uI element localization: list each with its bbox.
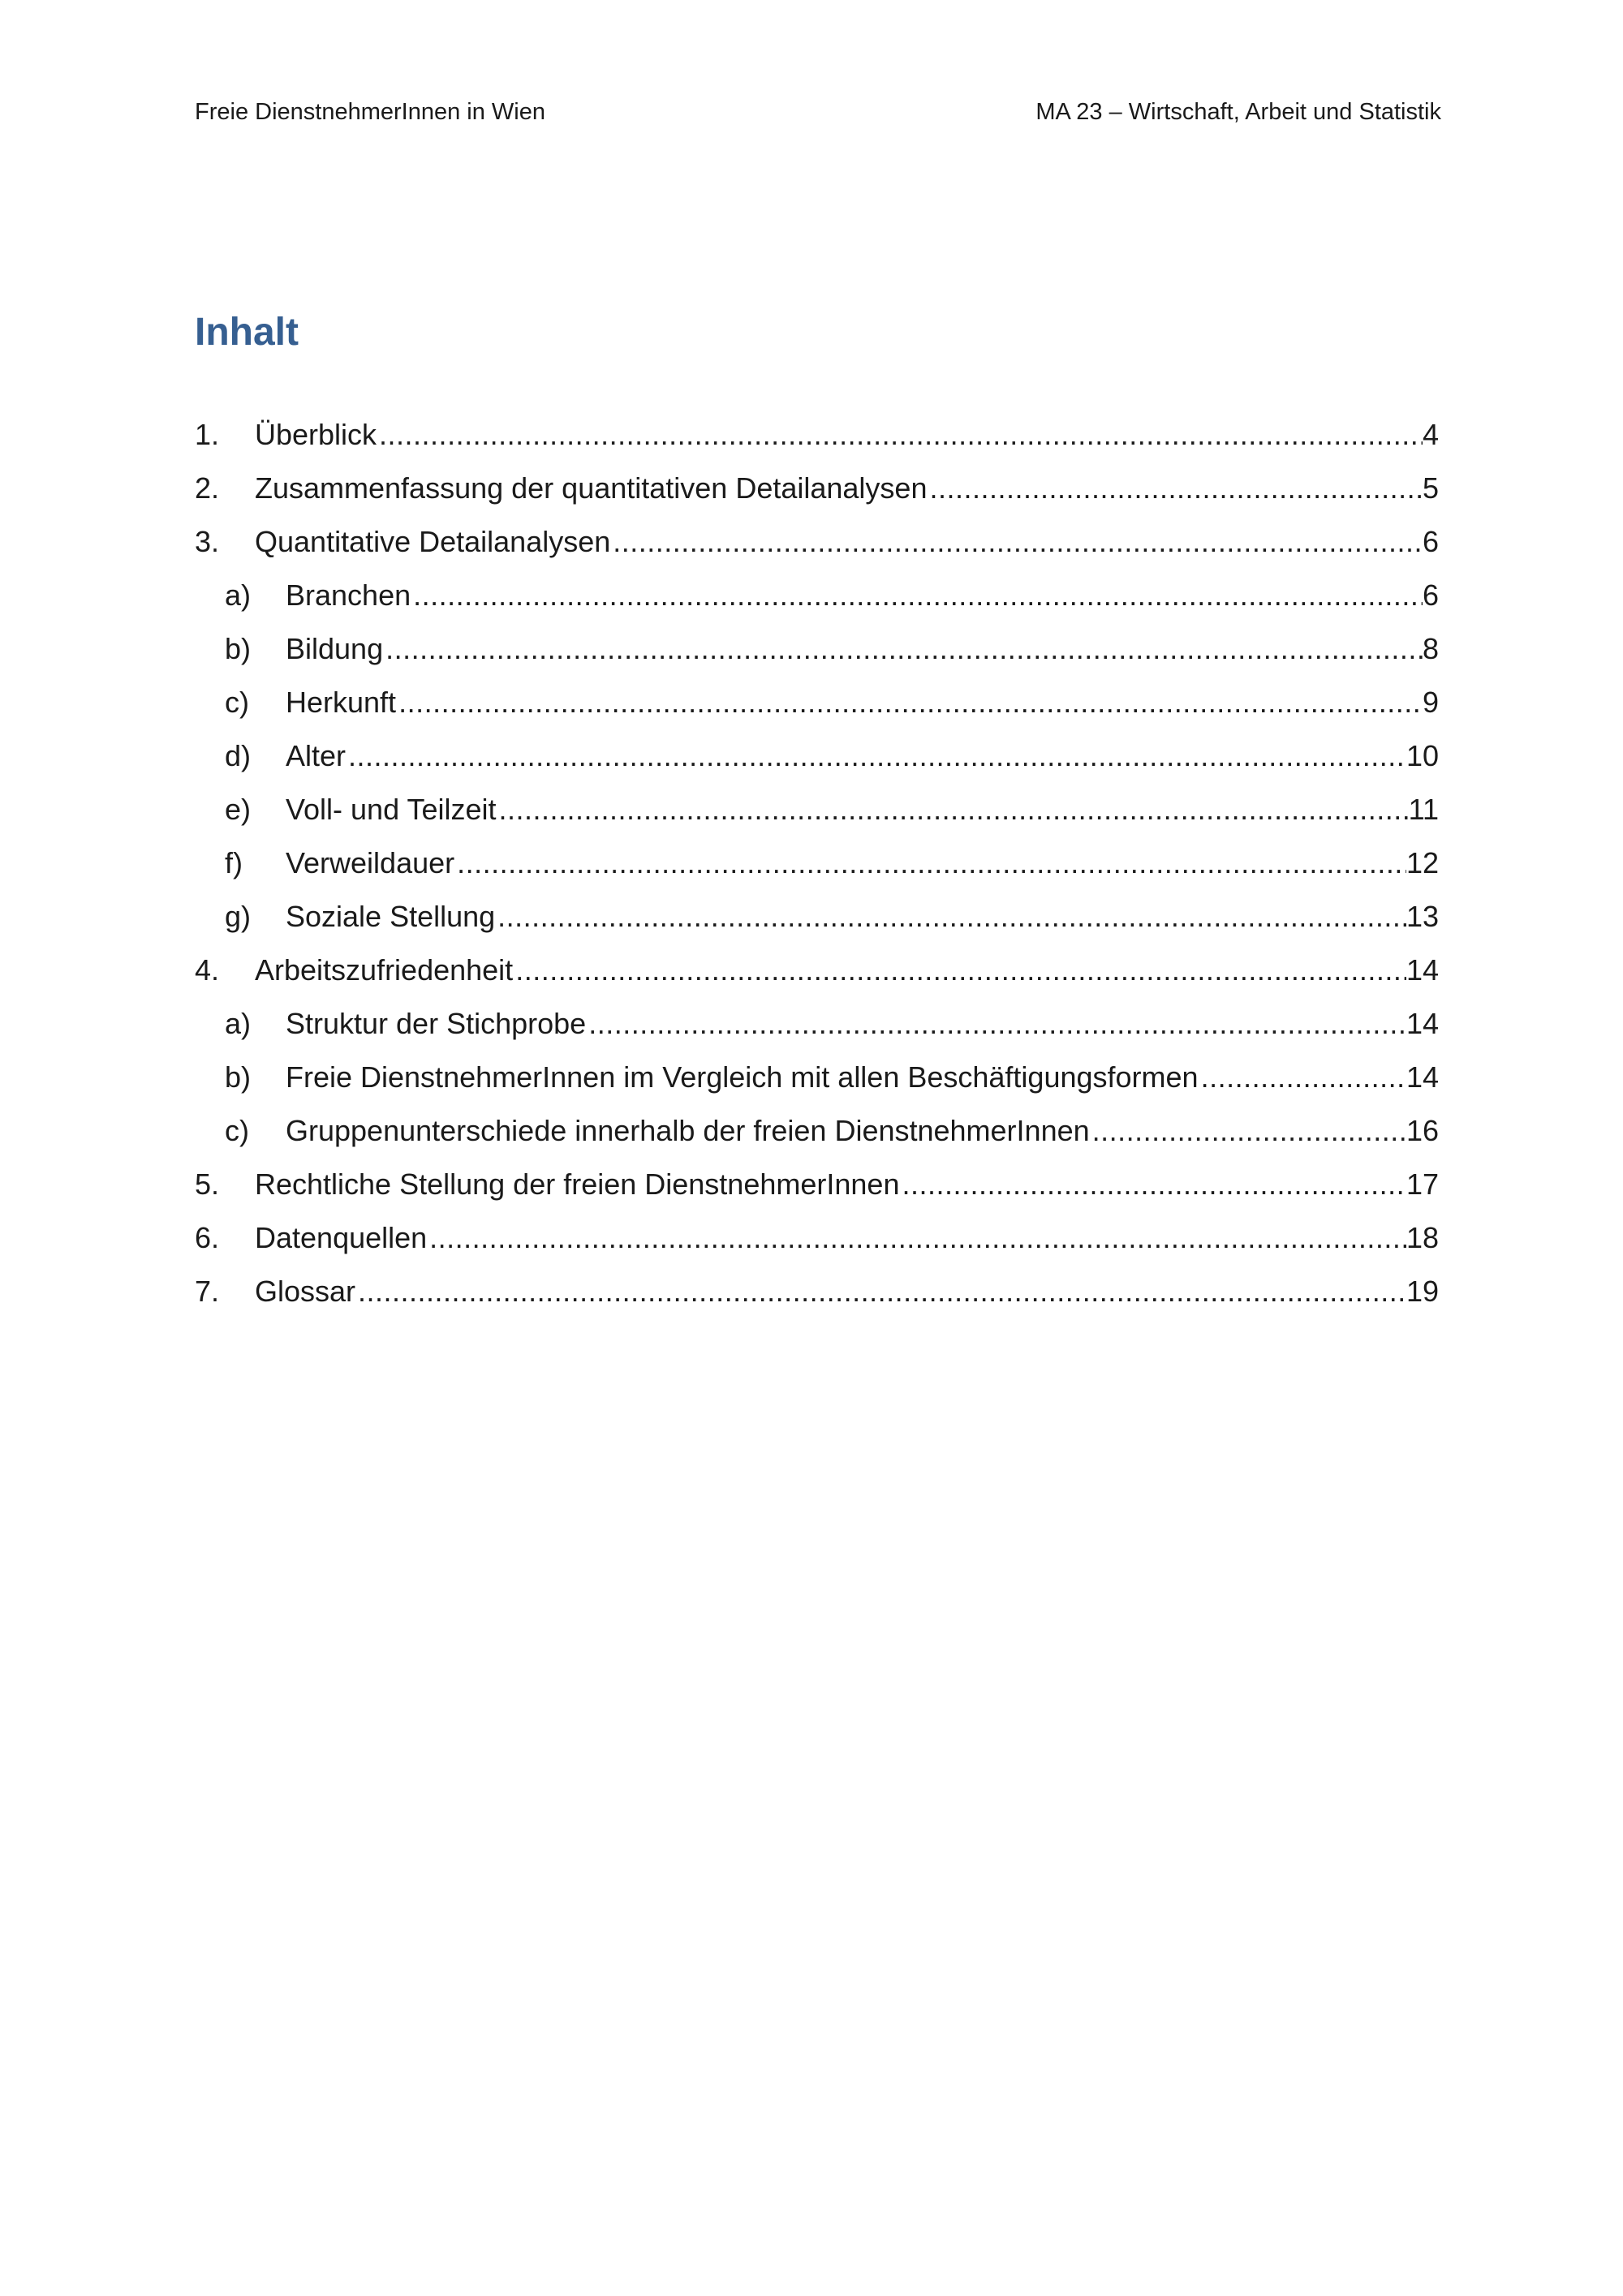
toc-entry-number: c) — [225, 1114, 249, 1147]
toc-dot-leader — [377, 412, 1423, 458]
toc-dot-leader — [495, 894, 1406, 939]
toc-entry-rechtliche-stellung[interactable] — [195, 1162, 1439, 1215]
toc-entry-soziale-stellung[interactable] — [195, 894, 1439, 948]
toc-entry-title: Glossar — [255, 1275, 356, 1308]
toc-dot-leader — [586, 1001, 1406, 1047]
toc-entry-title: Zusammenfassung der quantitativen Detailanalysen — [255, 471, 928, 505]
toc-entry-title: Soziale Stellung — [286, 900, 496, 933]
toc-entry-title: Herkunft — [286, 686, 397, 719]
toc-entry-title: Struktur der Stichprobe — [286, 1007, 587, 1040]
toc-entry-title: Voll- und Teilzeit — [286, 793, 497, 826]
toc-entry-arbeitszufriedenheit[interactable] — [195, 948, 1439, 1001]
toc-dot-leader — [346, 733, 1406, 779]
toc-entry-page: 12 — [1406, 846, 1439, 879]
toc-entry-herkunft[interactable] — [195, 680, 1439, 733]
toc-entry-title: Arbeitszufriedenheit — [255, 953, 514, 987]
toc-entry-page: 14 — [1406, 1007, 1439, 1040]
toc-entry-title: Rechtliche Stellung der freien DienstnehmerInnen — [255, 1167, 900, 1201]
toc-entry-page: 6 — [1422, 578, 1439, 612]
toc-dot-leader — [427, 1215, 1406, 1261]
toc-entry-title: Alter — [286, 739, 347, 772]
toc-entry-number: 5. — [195, 1167, 220, 1201]
toc-entry-number: a) — [225, 1007, 252, 1040]
toc-entry-page: 19 — [1406, 1275, 1439, 1308]
toc-dot-leader — [1199, 1055, 1406, 1100]
toc-entry-page: 4 — [1422, 418, 1439, 451]
header-publisher: MA 23 – Wirtschaft, Arbeit und Statistik — [1035, 99, 1441, 125]
page-header — [195, 96, 1441, 128]
toc-entry-page: 11 — [1408, 793, 1439, 826]
toc-dot-leader — [899, 1162, 1406, 1207]
header-document-title: Freie DienstnehmerInnen in Wien — [195, 99, 545, 125]
toc-entry-title: Datenquellen — [255, 1221, 428, 1254]
table-of-contents — [195, 412, 1439, 1322]
toc-entry-title: Branchen — [286, 578, 411, 612]
toc-entry-number: c) — [225, 686, 249, 719]
toc-entry-title: Verweildauer — [286, 846, 455, 879]
toc-entry-bildung[interactable] — [195, 626, 1439, 680]
toc-entry-title: Quantitative Detailanalysen — [255, 525, 611, 558]
toc-dot-leader — [497, 787, 1409, 832]
toc-entry-number: 7. — [195, 1275, 220, 1308]
toc-entry-verweildauer[interactable] — [195, 841, 1439, 894]
toc-entry-vergleich-beschaeftigungsformen[interactable] — [195, 1055, 1439, 1108]
toc-entry-branchen[interactable] — [195, 573, 1439, 626]
toc-entry-number: 1. — [195, 418, 220, 451]
toc-entry-glossar[interactable] — [195, 1269, 1439, 1322]
toc-entry-number: b) — [225, 1060, 252, 1094]
toc-entry-title: Bildung — [286, 632, 384, 665]
toc-entry-title: Gruppenunterschiede innerhalb der freien DienstnehmerInnen — [286, 1114, 1090, 1147]
toc-entry-page: 14 — [1406, 1060, 1439, 1094]
toc-dot-leader — [411, 573, 1423, 618]
toc-entry-number: 2. — [195, 471, 220, 505]
toc-entry-page: 5 — [1422, 471, 1439, 505]
toc-entry-page: 6 — [1422, 525, 1439, 558]
toc-entry-number: b) — [225, 632, 252, 665]
toc-entry-alter[interactable] — [195, 733, 1439, 787]
toc-entry-number: g) — [225, 900, 252, 933]
toc-entry-number: f) — [225, 846, 243, 879]
toc-entry-ueberblick[interactable] — [195, 412, 1439, 466]
toc-entry-number: e) — [225, 793, 252, 826]
toc-entry-title: Freie DienstnehmerInnen im Vergleich mit allen Beschäftigungsformen — [286, 1060, 1199, 1094]
toc-dot-leader — [610, 519, 1423, 565]
toc-entry-page: 16 — [1406, 1114, 1439, 1147]
toc-heading: Inhalt — [195, 311, 299, 354]
toc-entry-voll-und-teilzeit[interactable] — [195, 787, 1439, 841]
toc-entry-number: 4. — [195, 953, 220, 987]
toc-entry-datenquellen[interactable] — [195, 1215, 1439, 1269]
toc-entry-page: 18 — [1406, 1221, 1439, 1254]
toc-dot-leader — [355, 1269, 1406, 1314]
toc-entry-struktur-der-stichprobe[interactable] — [195, 1001, 1439, 1055]
toc-entry-page: 17 — [1406, 1167, 1439, 1201]
toc-entry-number: d) — [225, 739, 252, 772]
toc-dot-leader — [513, 948, 1406, 993]
toc-entry-page: 10 — [1406, 739, 1439, 772]
toc-dot-leader — [1090, 1108, 1406, 1154]
toc-dot-leader — [383, 626, 1423, 672]
toc-entry-zusammenfassung[interactable] — [195, 466, 1439, 519]
toc-dot-leader — [454, 841, 1406, 886]
toc-dot-leader — [927, 466, 1422, 511]
toc-entry-page: 9 — [1422, 686, 1439, 719]
toc-entry-gruppenunterschiede[interactable] — [195, 1108, 1439, 1162]
toc-entry-quantitative-detailanalysen[interactable] — [195, 519, 1439, 573]
toc-dot-leader — [396, 680, 1423, 725]
toc-entry-number: a) — [225, 578, 252, 612]
toc-entry-number: 6. — [195, 1221, 220, 1254]
toc-entry-page: 8 — [1422, 632, 1439, 665]
toc-entry-title: Überblick — [255, 418, 377, 451]
toc-entry-number: 3. — [195, 525, 220, 558]
toc-entry-page: 14 — [1406, 953, 1439, 987]
toc-entry-page: 13 — [1406, 900, 1439, 933]
